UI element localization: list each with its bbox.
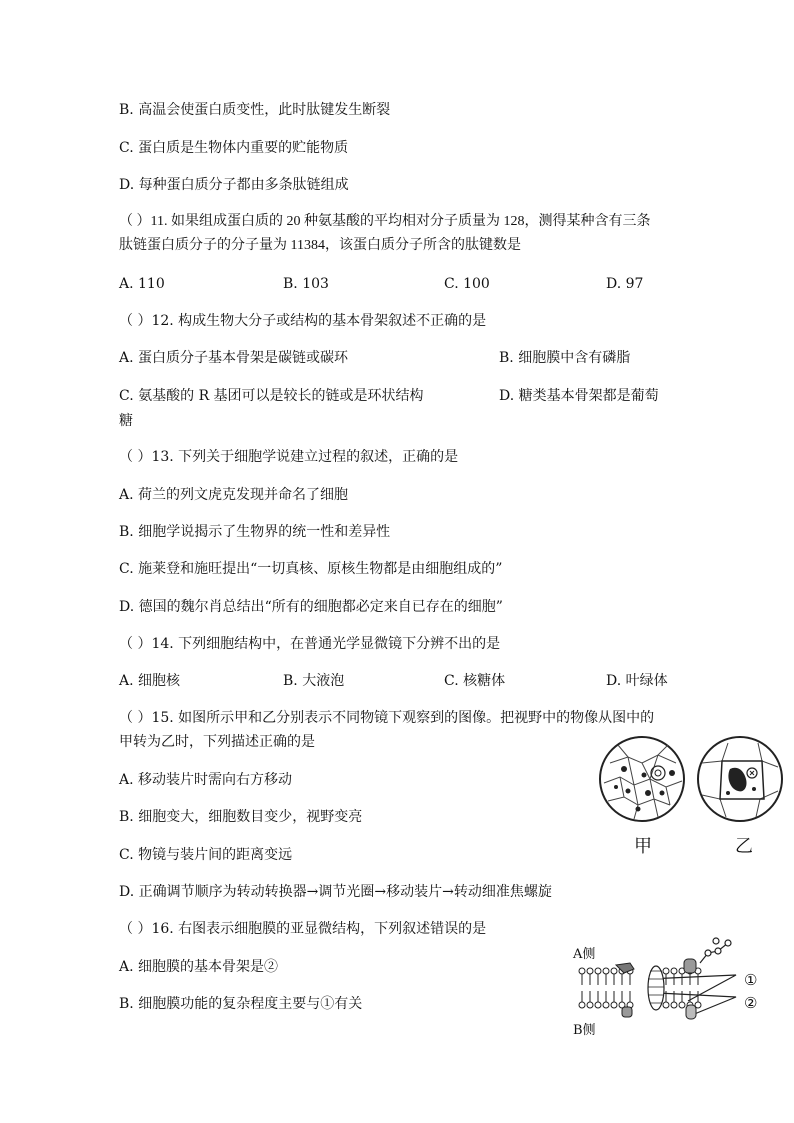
option-12d: D. 糖类基本骨架都是葡萄: [499, 388, 659, 404]
field-yi: [698, 737, 782, 821]
question-14-stem: （ ）14. 下列细胞结构中，在普通光学显微镜下分辨不出的是: [119, 636, 501, 652]
option-14d: D. 叶绿体: [606, 673, 668, 689]
option-16b: B. 细胞膜功能的复杂程度主要与①有关: [119, 996, 363, 1012]
option-12a: A. 蛋白质分子基本骨架是碳链或碳环: [119, 350, 349, 366]
option-10b: B. 高温会使蛋白质变性，此时肽键发生断裂: [119, 102, 391, 118]
option-16a: A. 细胞膜的基本骨架是②: [119, 959, 279, 975]
option-15a: A. 移动装片时需向右方移动: [119, 772, 293, 788]
membrane-figure: [568, 935, 768, 1045]
option-13c: C. 施莱登和施旺提出“一切真核、原核生物都是由细胞组成的”: [119, 561, 503, 577]
option-15b: B. 细胞变大，细胞数目变少，视野变亮: [119, 809, 363, 825]
option-14a: A. 细胞核: [119, 673, 181, 689]
option-12b: B. 细胞膜中含有磷脂: [499, 350, 631, 366]
question-13-stem: （ ）13. 下列关于细胞学说建立过程的叙述，正确的是: [119, 449, 459, 465]
option-13d: D. 德国的魏尔肖总结出“所有的细胞都必定来自已存在的细胞”: [119, 599, 503, 615]
option-13b: B. 细胞学说揭示了生物界的统一性和差异性: [119, 524, 391, 540]
option-11a: A. 110: [119, 276, 165, 292]
membrane-marker-2: ②: [744, 994, 758, 1012]
figure-label-yi: 乙: [735, 836, 753, 857]
question-15-stem: （ ）15. 如图所示甲和乙分别表示不同物镜下观察到的图像。把视野中的物像从图中的: [119, 710, 655, 726]
option-11d: D. 97: [606, 276, 644, 292]
question-15-stem-cont: 甲转为乙时，下列描述正确的是: [119, 734, 315, 750]
option-12d-cont: 糖: [119, 413, 133, 429]
field-jia: [600, 737, 684, 821]
membrane-side-a-label: A侧: [573, 947, 596, 962]
membrane-side-b-label: B侧: [573, 1023, 596, 1038]
question-16-stem: （ ）16. 右图表示细胞膜的亚显微结构，下列叙述错误的是: [119, 921, 487, 937]
option-11b: B. 103: [283, 276, 329, 292]
option-12c: C. 氨基酸的 R 基团可以是较长的链或是环状结构: [119, 388, 424, 404]
option-15d: D. 正确调节顺序为转动转换器→调节光圈→移动装片→转动细准焦螺旋: [119, 884, 552, 900]
option-11c: C. 100: [444, 276, 490, 292]
option-14c: C. 核糖体: [444, 673, 506, 689]
option-13a: A. 荷兰的列文虎克发现并命名了细胞: [119, 487, 349, 503]
membrane-marker-1: ①: [744, 971, 758, 989]
option-15c: C. 物镜与装片间的距离变远: [119, 847, 293, 863]
option-10c: C. 蛋白质是生物体内重要的贮能物质: [119, 140, 349, 156]
option-10d: D. 每种蛋白质分子都由多条肽链组成: [119, 177, 349, 193]
question-11-stem-cont: 肽链蛋白质分子的分子量为 11384，该蛋白质分子所含的肽键数是: [119, 238, 521, 253]
question-12-stem: （ ）12. 构成生物大分子或结构的基本骨架叙述不正确的是: [119, 313, 487, 329]
microscope-figure: [598, 733, 788, 833]
question-11-stem: （ ）11. 如果组成蛋白质的 20 种氨基酸的平均相对分子质量为 128，测得某种含有三条: [119, 214, 651, 229]
figure-label-jia: 甲: [634, 836, 652, 857]
option-14b: B. 大液泡: [283, 673, 345, 689]
